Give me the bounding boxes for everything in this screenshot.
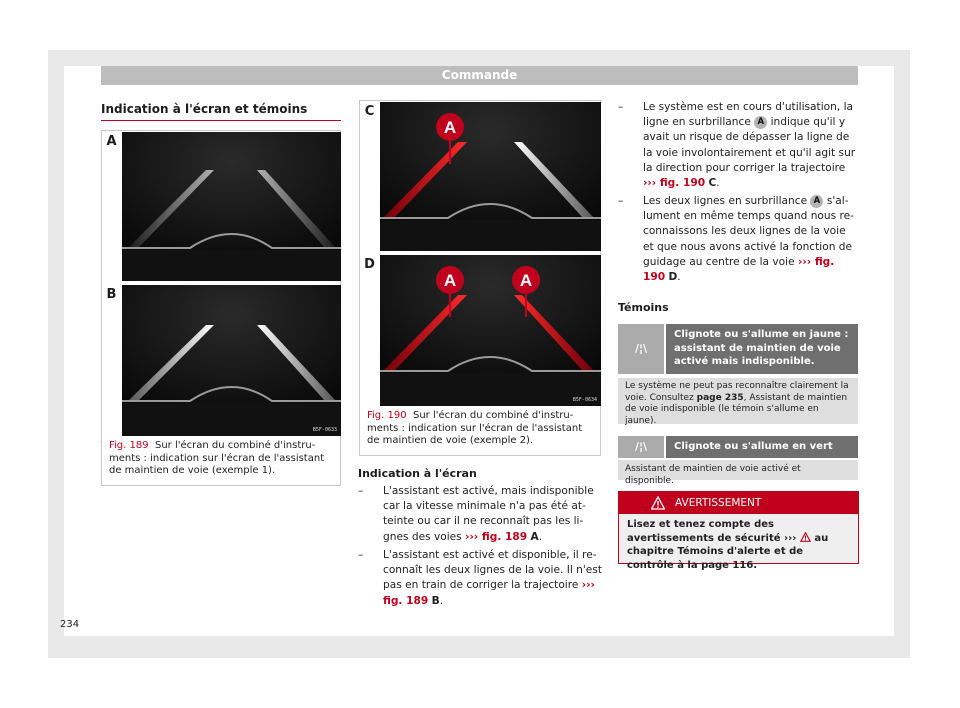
page-ref-link[interactable]: page 235 bbox=[696, 392, 744, 403]
dashboard-panel-a bbox=[122, 132, 341, 281]
marker-a-c: A bbox=[443, 118, 457, 137]
figure-189-caption-label: Fig. 189 bbox=[109, 440, 149, 451]
figure-189-label-b: B bbox=[103, 285, 120, 305]
callout-a-badge: A bbox=[754, 116, 767, 129]
temoin-row-1-desc: Le système ne peut pas reconnaître clairement la voie. Consultez page 235, Assistant de maintien de voie indisponible (le témoin s'allume en jaune). bbox=[618, 378, 858, 424]
temoin-row-1-title: Clignote ou s'allume en jaune : assistant de maintien de voie activé mais indisponible. bbox=[666, 324, 858, 374]
figure-190-caption-label: Fig. 190 bbox=[367, 410, 407, 421]
right-bullet-1: – Le système est en cours d'utilisation, la ligne en surbrillance A indique qu'il y avait un risque de dépasser la ligne de la voie involontairement et qu'il agit sur la direction pour corriger la trajectoire ››› fig. 190 C. bbox=[618, 101, 856, 190]
fig-ref-link[interactable]: ››› fig. 189 bbox=[465, 530, 528, 543]
figure-190-caption bbox=[367, 410, 597, 448]
figure-190-caption-text: Sur l'écran du combiné d'instruments : indication sur l'écran de l'assistant de maintien de voie (exemple 2). bbox=[367, 410, 583, 446]
warning-triangle-icon bbox=[651, 496, 665, 510]
figure-189-caption bbox=[109, 440, 337, 478]
dashboard-panel-d bbox=[380, 255, 601, 406]
temoin-row-2-title: Clignote ou s'allume en vert bbox=[666, 436, 858, 458]
warning-title: AVERTISSEMENT bbox=[675, 497, 762, 509]
dashboard-panel-c bbox=[380, 102, 601, 251]
section-title: Indication à l'écran et témoins bbox=[101, 102, 308, 116]
marker-a-d-left: A bbox=[443, 271, 457, 290]
warning-text: Lisez et tenez compte des avertissements de sécurité ››› au chapitre Témoins d'alerte et de contrôle à la page 116. bbox=[627, 519, 829, 571]
dashboard-panel-b bbox=[122, 285, 341, 436]
lane-assist-green-icon: /¦\ bbox=[618, 436, 664, 458]
warning-header bbox=[619, 492, 858, 514]
title-divider bbox=[101, 120, 341, 121]
indication-title: Indication à l'écran bbox=[358, 467, 477, 480]
figure-189-caption-text: Sur l'écran du combiné d'instruments : indication sur l'écran de l'assistant de maintien de voie (exemple 1). bbox=[109, 440, 325, 476]
indication-bullet-1: – L'assistant est activé, mais indisponible car la vitesse minimale n'a pas été atteinte ou car il ne reconnaît pas les lignes des voies ››› fig. 189 A. bbox=[358, 485, 594, 543]
callout-a-badge: A bbox=[810, 195, 823, 208]
chapter-header: Commande bbox=[101, 66, 858, 85]
fig-ref-link[interactable]: ››› fig. 190 bbox=[643, 255, 835, 284]
indication-bullet-2: – L'assistant est activé et disponible, il reconnaît les deux lignes de la voie. Il n'est pas en train de corriger la trajectoire ››› fig. 189 B. bbox=[358, 549, 602, 607]
figure-190 bbox=[359, 100, 601, 456]
figure-189-label-a: A bbox=[103, 132, 120, 152]
temoins-title: Témoins bbox=[618, 301, 669, 314]
fig-ref-link[interactable]: ››› fig. 190 bbox=[643, 177, 706, 190]
figure-code: B5F-0634 bbox=[572, 397, 597, 403]
warning-inline-icon bbox=[800, 532, 811, 542]
figure-189 bbox=[101, 130, 341, 486]
figure-code: B5F-0633 bbox=[312, 427, 337, 433]
lane-assist-yellow-icon: /¦\ bbox=[618, 324, 664, 374]
page-number: 234 bbox=[60, 619, 80, 630]
marker-a-d-right: A bbox=[519, 271, 533, 290]
figure-190-label-c: C bbox=[361, 102, 378, 122]
temoin-row-2-desc: Assistant de maintien de voie activé et disponible. bbox=[618, 460, 858, 480]
figure-190-label-d: D bbox=[361, 255, 378, 275]
warning-box bbox=[618, 491, 859, 571]
fig-ref-link[interactable]: ››› fig. 189 bbox=[383, 579, 595, 607]
right-bullet-2: – Les deux lignes en surbrillance A s'allument en même temps quand nous reconnaissons les deux lignes de la voie et que nous avons activé la fonction de guidage au centre de la voie ››› fig. 190 D. bbox=[618, 195, 854, 284]
warning-ref-link[interactable]: ››› bbox=[784, 532, 797, 544]
